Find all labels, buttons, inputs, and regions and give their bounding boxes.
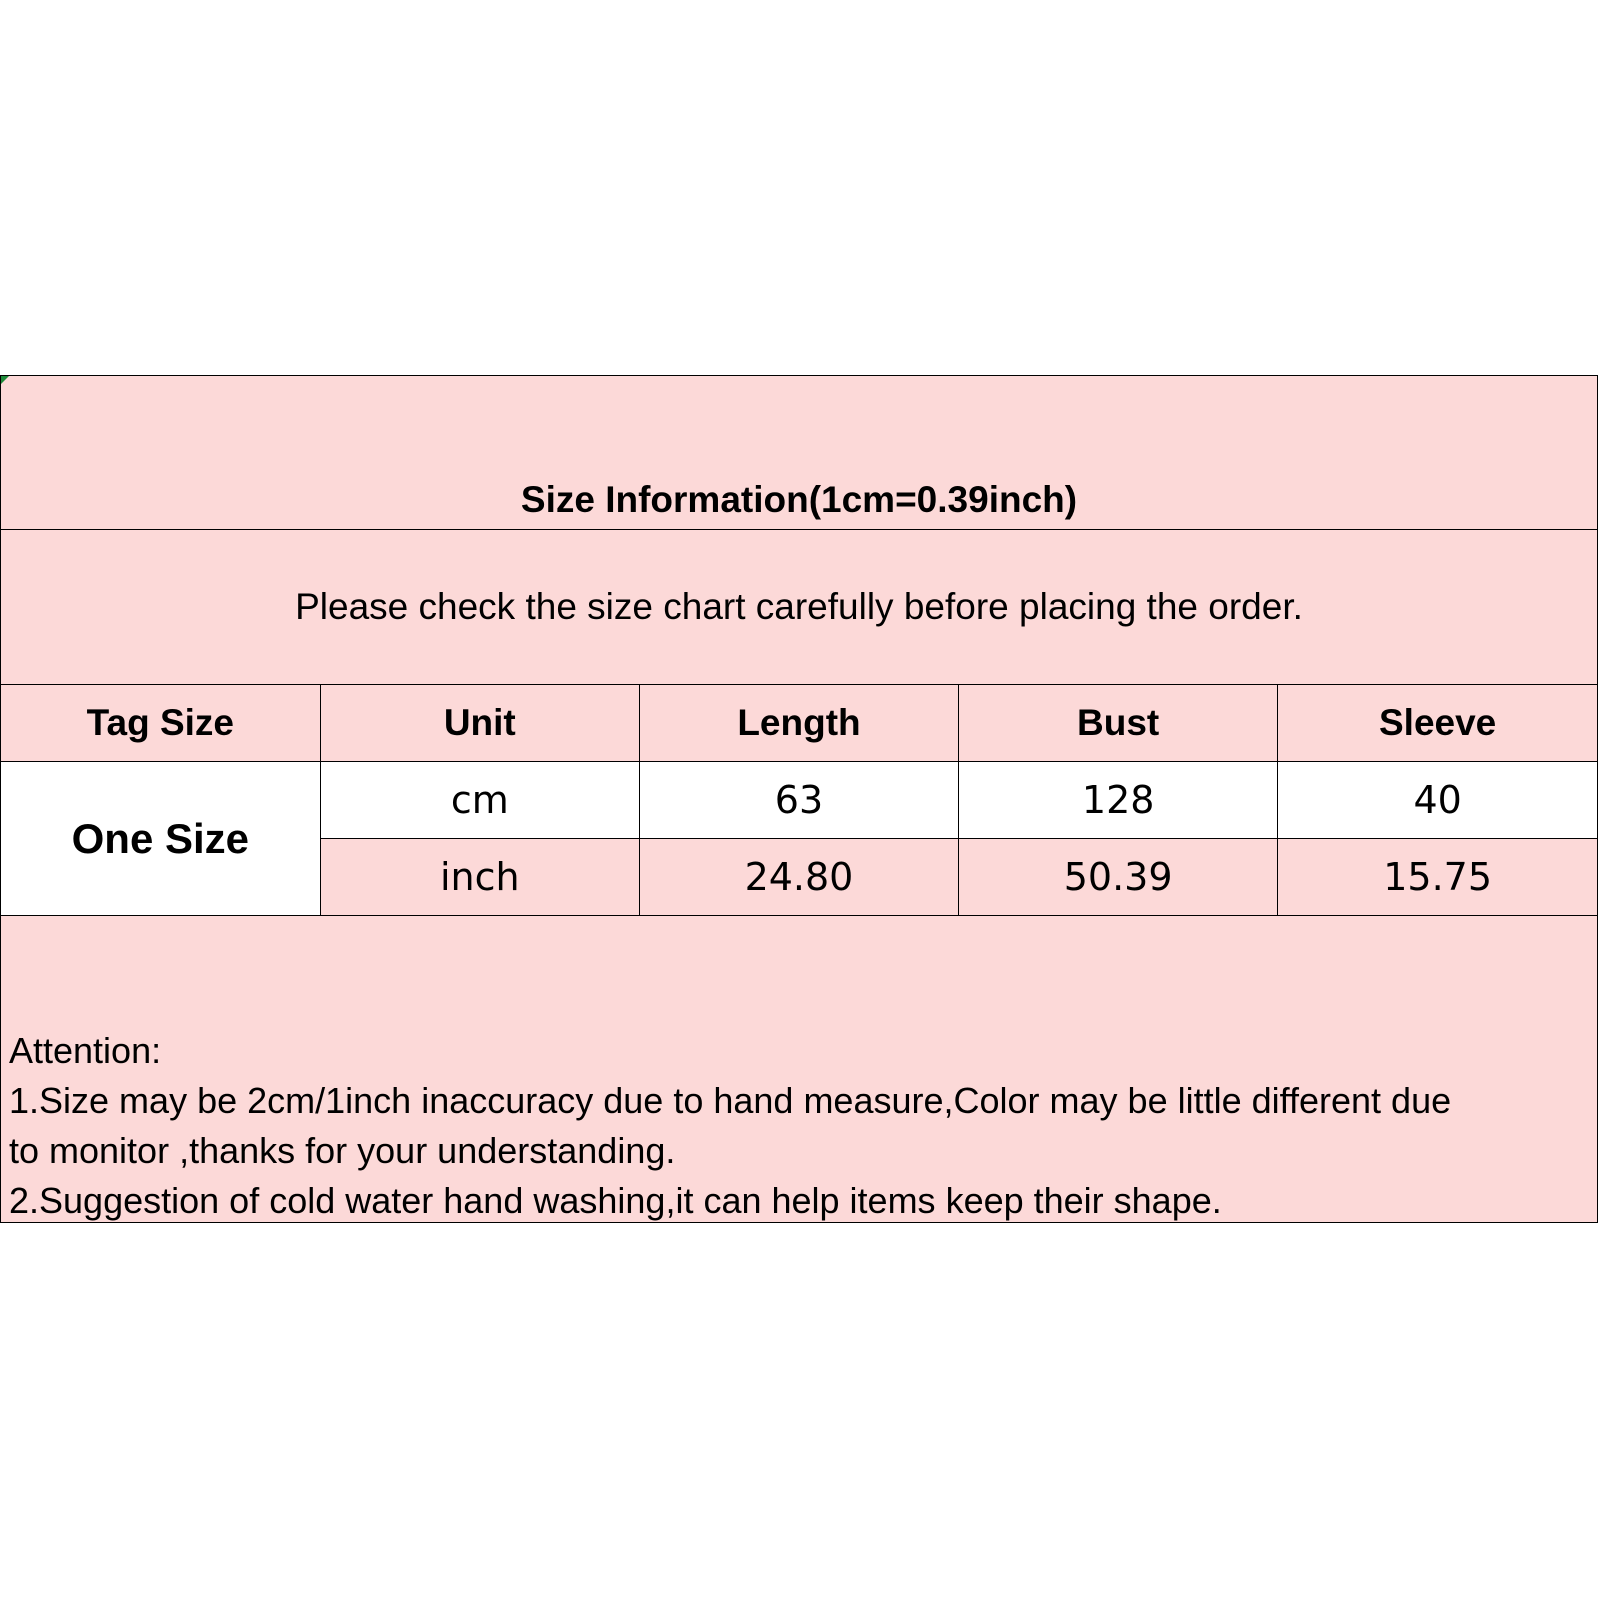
unit-cell: inch xyxy=(320,839,639,916)
header-unit: Unit xyxy=(320,685,639,762)
header-bust: Bust xyxy=(959,685,1278,762)
header-tag-size: Tag Size xyxy=(1,685,320,762)
notice-row xyxy=(1,530,1597,685)
header-length: Length xyxy=(639,685,958,762)
length-cell: 63 xyxy=(639,762,958,839)
table-header-row xyxy=(1,685,1597,762)
table-row xyxy=(1,762,1597,839)
attention-notes xyxy=(9,1026,1587,1226)
tag-size-cell: One Size xyxy=(1,762,320,916)
attention-line-1: 1.Size may be 2cm/1inch inaccuracy due to hand measure,Color may be little different due xyxy=(9,1080,1452,1121)
title-row xyxy=(1,376,1597,530)
header-sleeve: Sleeve xyxy=(1278,685,1597,762)
attention-heading: Attention: xyxy=(9,1030,162,1071)
unit-cell: cm xyxy=(320,762,639,839)
size-chart-sheet xyxy=(0,375,1598,1223)
bust-cell: 128 xyxy=(959,762,1278,839)
attention-line-3: 2.Suggestion of cold water hand washing,it can help items keep their shape. xyxy=(9,1180,1222,1221)
size-table xyxy=(1,685,1597,916)
size-info-title: Size Information(1cm=0.39inch) xyxy=(520,479,1078,520)
sleeve-cell: 15.75 xyxy=(1278,839,1597,916)
attention-line-2: to monitor ,thanks for your understanding. xyxy=(9,1130,676,1171)
notice-text: Please check the size chart carefully before placing the order. xyxy=(295,586,1303,627)
bust-cell: 50.39 xyxy=(959,839,1278,916)
length-cell: 24.80 xyxy=(639,839,958,916)
sleeve-cell: 40 xyxy=(1278,762,1597,839)
